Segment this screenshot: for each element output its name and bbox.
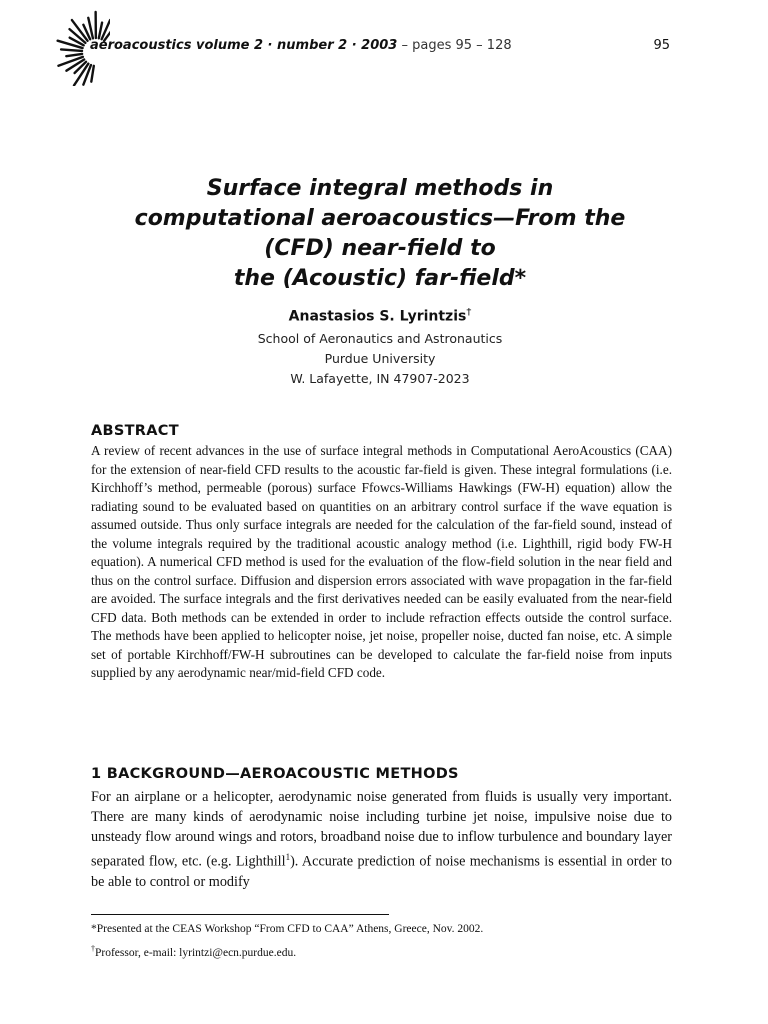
title-line: (CFD) near-field to (264, 236, 496, 261)
author-name: Anastasios S. Lyrintzis (288, 308, 467, 325)
abstract-heading: ABSTRACT (91, 423, 179, 439)
footnote-rule (91, 914, 389, 915)
section-body (91, 787, 672, 892)
paper-title (60, 174, 700, 294)
logo-ray (61, 49, 82, 51)
affiliation-line: Purdue University (324, 351, 436, 366)
footnote: *Presented at the CEAS Workshop “From CFD to CAA” Athens, Greece, Nov. 2002. (91, 923, 484, 935)
footnote-dagger: † (91, 944, 95, 953)
footnotes (91, 920, 691, 963)
abstract-text: A review of recent advances in the use of surface integral methods in Computational AeroAcoustics (CAA) for the extension of near-field CFD results to the acoustic far-field is given. These integral formulations (i.e. Kirchhoff’s method, permeable (porous) surface Ffowcs-Williams Hawkings (FW-H) equation) allow the radiating sound to be evaluated based on quantities on an arbitrary control surface if the wave equation is assumed outside. Thus only surface integrals are needed for the calculation of the far-field sound, instead of the volume integrals required by the traditional acoustic analogy method (i.e. Lighthill, rigid body FW-H equation). A numerical CFD method is used for the evaluation of the flow-field solution in the near field and thus on the control surface. Diffusion and dispersion errors associated with wave propagation in the far-field are avoided. The surface integrals and the first derivatives needed can be easily evaluated from the near-field CFD data. Both methods can be extended in order to include refraction effects outside the control surface. The methods have been applied to helicopter noise, jet noise, propeller noise, ducted fan noise, etc. A simple set of portable Kirchhoff/FW-H subroutines can be developed to calculate the far-field noise from inputs supplied by any aerodynamic near/mid-field CFD code. (91, 443, 672, 680)
author-name-line (60, 307, 700, 325)
running-header (90, 38, 512, 53)
author-dagger: † (466, 307, 472, 318)
title-line: the (Acoustic) far-field* (233, 266, 527, 291)
reference-marker: 1 (285, 852, 291, 862)
section-heading: 1 BACKGROUND—AEROACOUSTIC METHODS (91, 766, 459, 782)
journal-info: aeroacoustics volume 2 · number 2 · 2003 (90, 38, 398, 53)
page-range: – pages 95 – 128 (397, 38, 512, 53)
affiliation-line: W. Lafayette, IN 47907-2023 (290, 371, 470, 386)
title-line: computational aeroacoustics—From the (134, 206, 626, 231)
body-text-part: For an airplane or a helicopter, aerodynamic noise generated from fluids is usually very important. There are many kinds of aerodynamic noise including turbine jet noise, impulsive noise due to unsteady flow around wings and rotors, broadband noise due to inflow turbulence and boundary layer separated flow, etc. (e.g. Lighthill (91, 789, 672, 870)
affiliation-line: School of Aeronautics and Astronautics (257, 331, 503, 346)
page-number: 95 (653, 38, 670, 53)
affiliation (60, 329, 700, 389)
logo-ray (99, 23, 102, 39)
logo-ray (66, 54, 82, 56)
title-line: Surface integral methods in (206, 176, 554, 201)
footnote: †Professor, e-mail: lyrintzi@ecn.purdue.edu. (91, 944, 297, 959)
logo-ray (91, 66, 94, 82)
body-text-part: ). Accurate prediction of noise mechanisms is essential in order to be able to control or modify (91, 853, 672, 890)
